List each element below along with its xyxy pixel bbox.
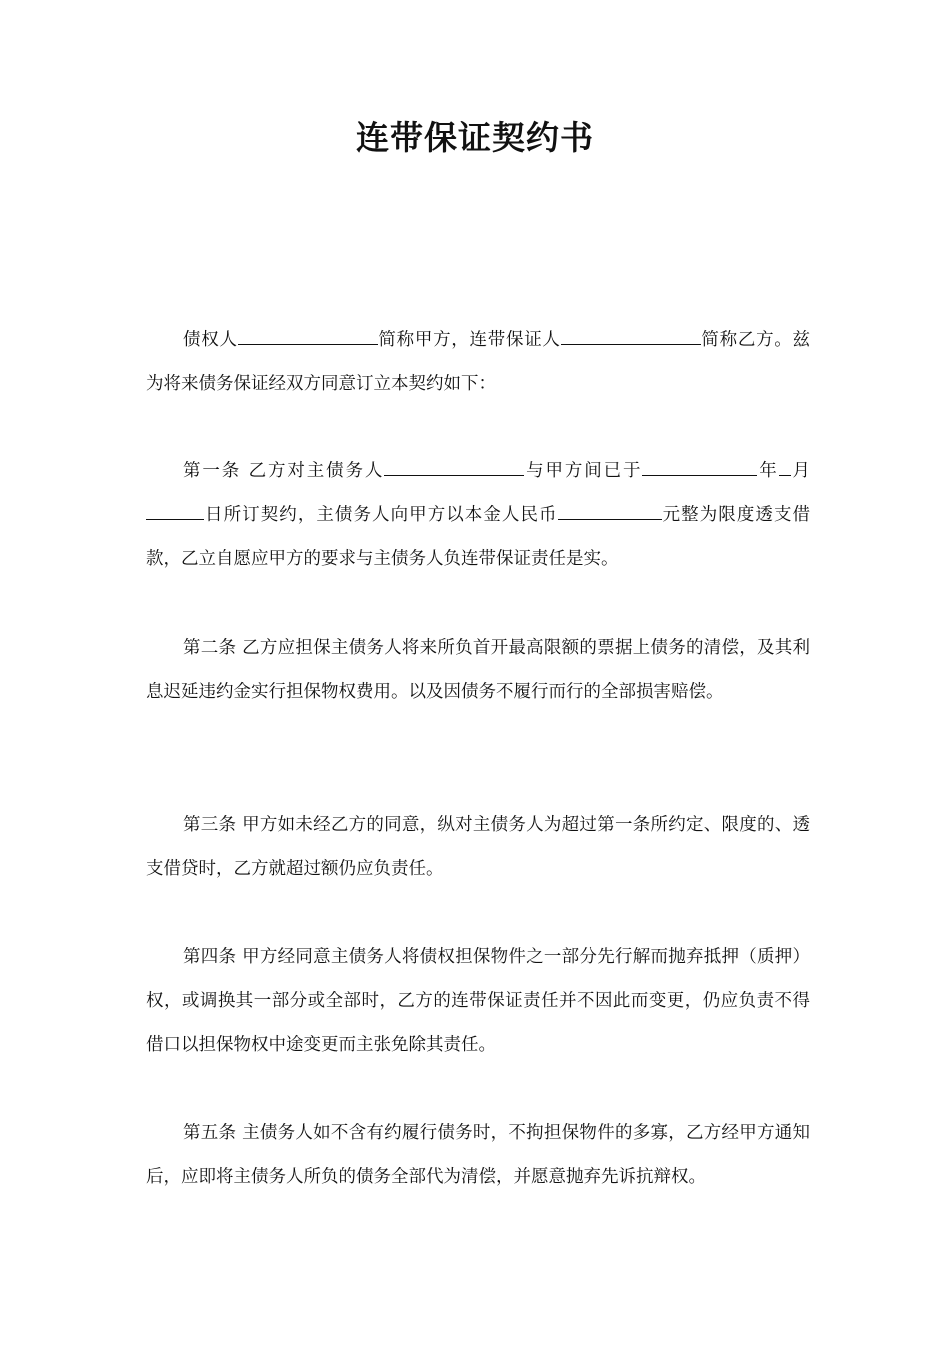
guarantor-blank[interactable]: [561, 326, 701, 345]
article-1: [146, 449, 810, 581]
article-4: 第四条 甲方经同意主债务人将债权担保物件之一部分先行解而抛弃抵押（质押）权，或调换其一部分或全部时，乙方的连带保证责任并不因此而变更，仍应负责不得借口以担保物权中途变更而主张免除其责任。: [146, 947, 810, 1055]
article-1-part-5: 日所订契约，主债务人向甲方以本金人民币: [204, 505, 558, 525]
creditor-label: 债权人: [183, 330, 238, 350]
article-2: 第二条 乙方应担保主债务人将来所负首开最高限额的票据上债务的清偿，及其利息迟延违约金实行担保物权费用。以及因债务不履行而行的全部损害赔偿。: [146, 638, 810, 702]
principal-amount-blank[interactable]: [558, 501, 662, 520]
article-1-part-2: 与甲方间已于: [524, 461, 643, 481]
contract-day-blank[interactable]: [146, 501, 204, 520]
article-1-part-6: 元整为限度透支借款，乙立自愿应甲方的要求与主债务人负连带保证责任是实。: [146, 505, 811, 569]
article-1-part-4: 月: [790, 461, 811, 481]
article-5: 第五条 主债务人如不含有约履行债务时，不拘担保物件的多寡，乙方经甲方通知后，应即将主债务人所负的债务全部代为清偿，并愿意抛弃先诉抗辩权。: [146, 1123, 810, 1187]
contract-year-blank[interactable]: [642, 457, 757, 476]
document-title: 连带保证契约书: [356, 118, 594, 157]
creditor-blank[interactable]: [238, 326, 378, 345]
intro-short-b: 简称乙方。兹为将来债务保证经双方同意订立本契约如下：: [146, 330, 811, 394]
contract-month-blank[interactable]: [779, 457, 791, 476]
intro-paragraph: [146, 318, 810, 406]
intro-short-a: 简称甲方，连带保证人: [377, 330, 561, 350]
principal-debtor-blank[interactable]: [384, 457, 524, 476]
article-1-part-1: 第一条 乙方对主债务人: [183, 461, 385, 481]
article-3: 第三条 甲方如未经乙方的同意，纵对主债务人为超过第一条所约定、限度的、透支借贷时，乙方就超过额仍应负责任。: [146, 815, 810, 879]
article-1-part-3: 年: [757, 461, 779, 481]
